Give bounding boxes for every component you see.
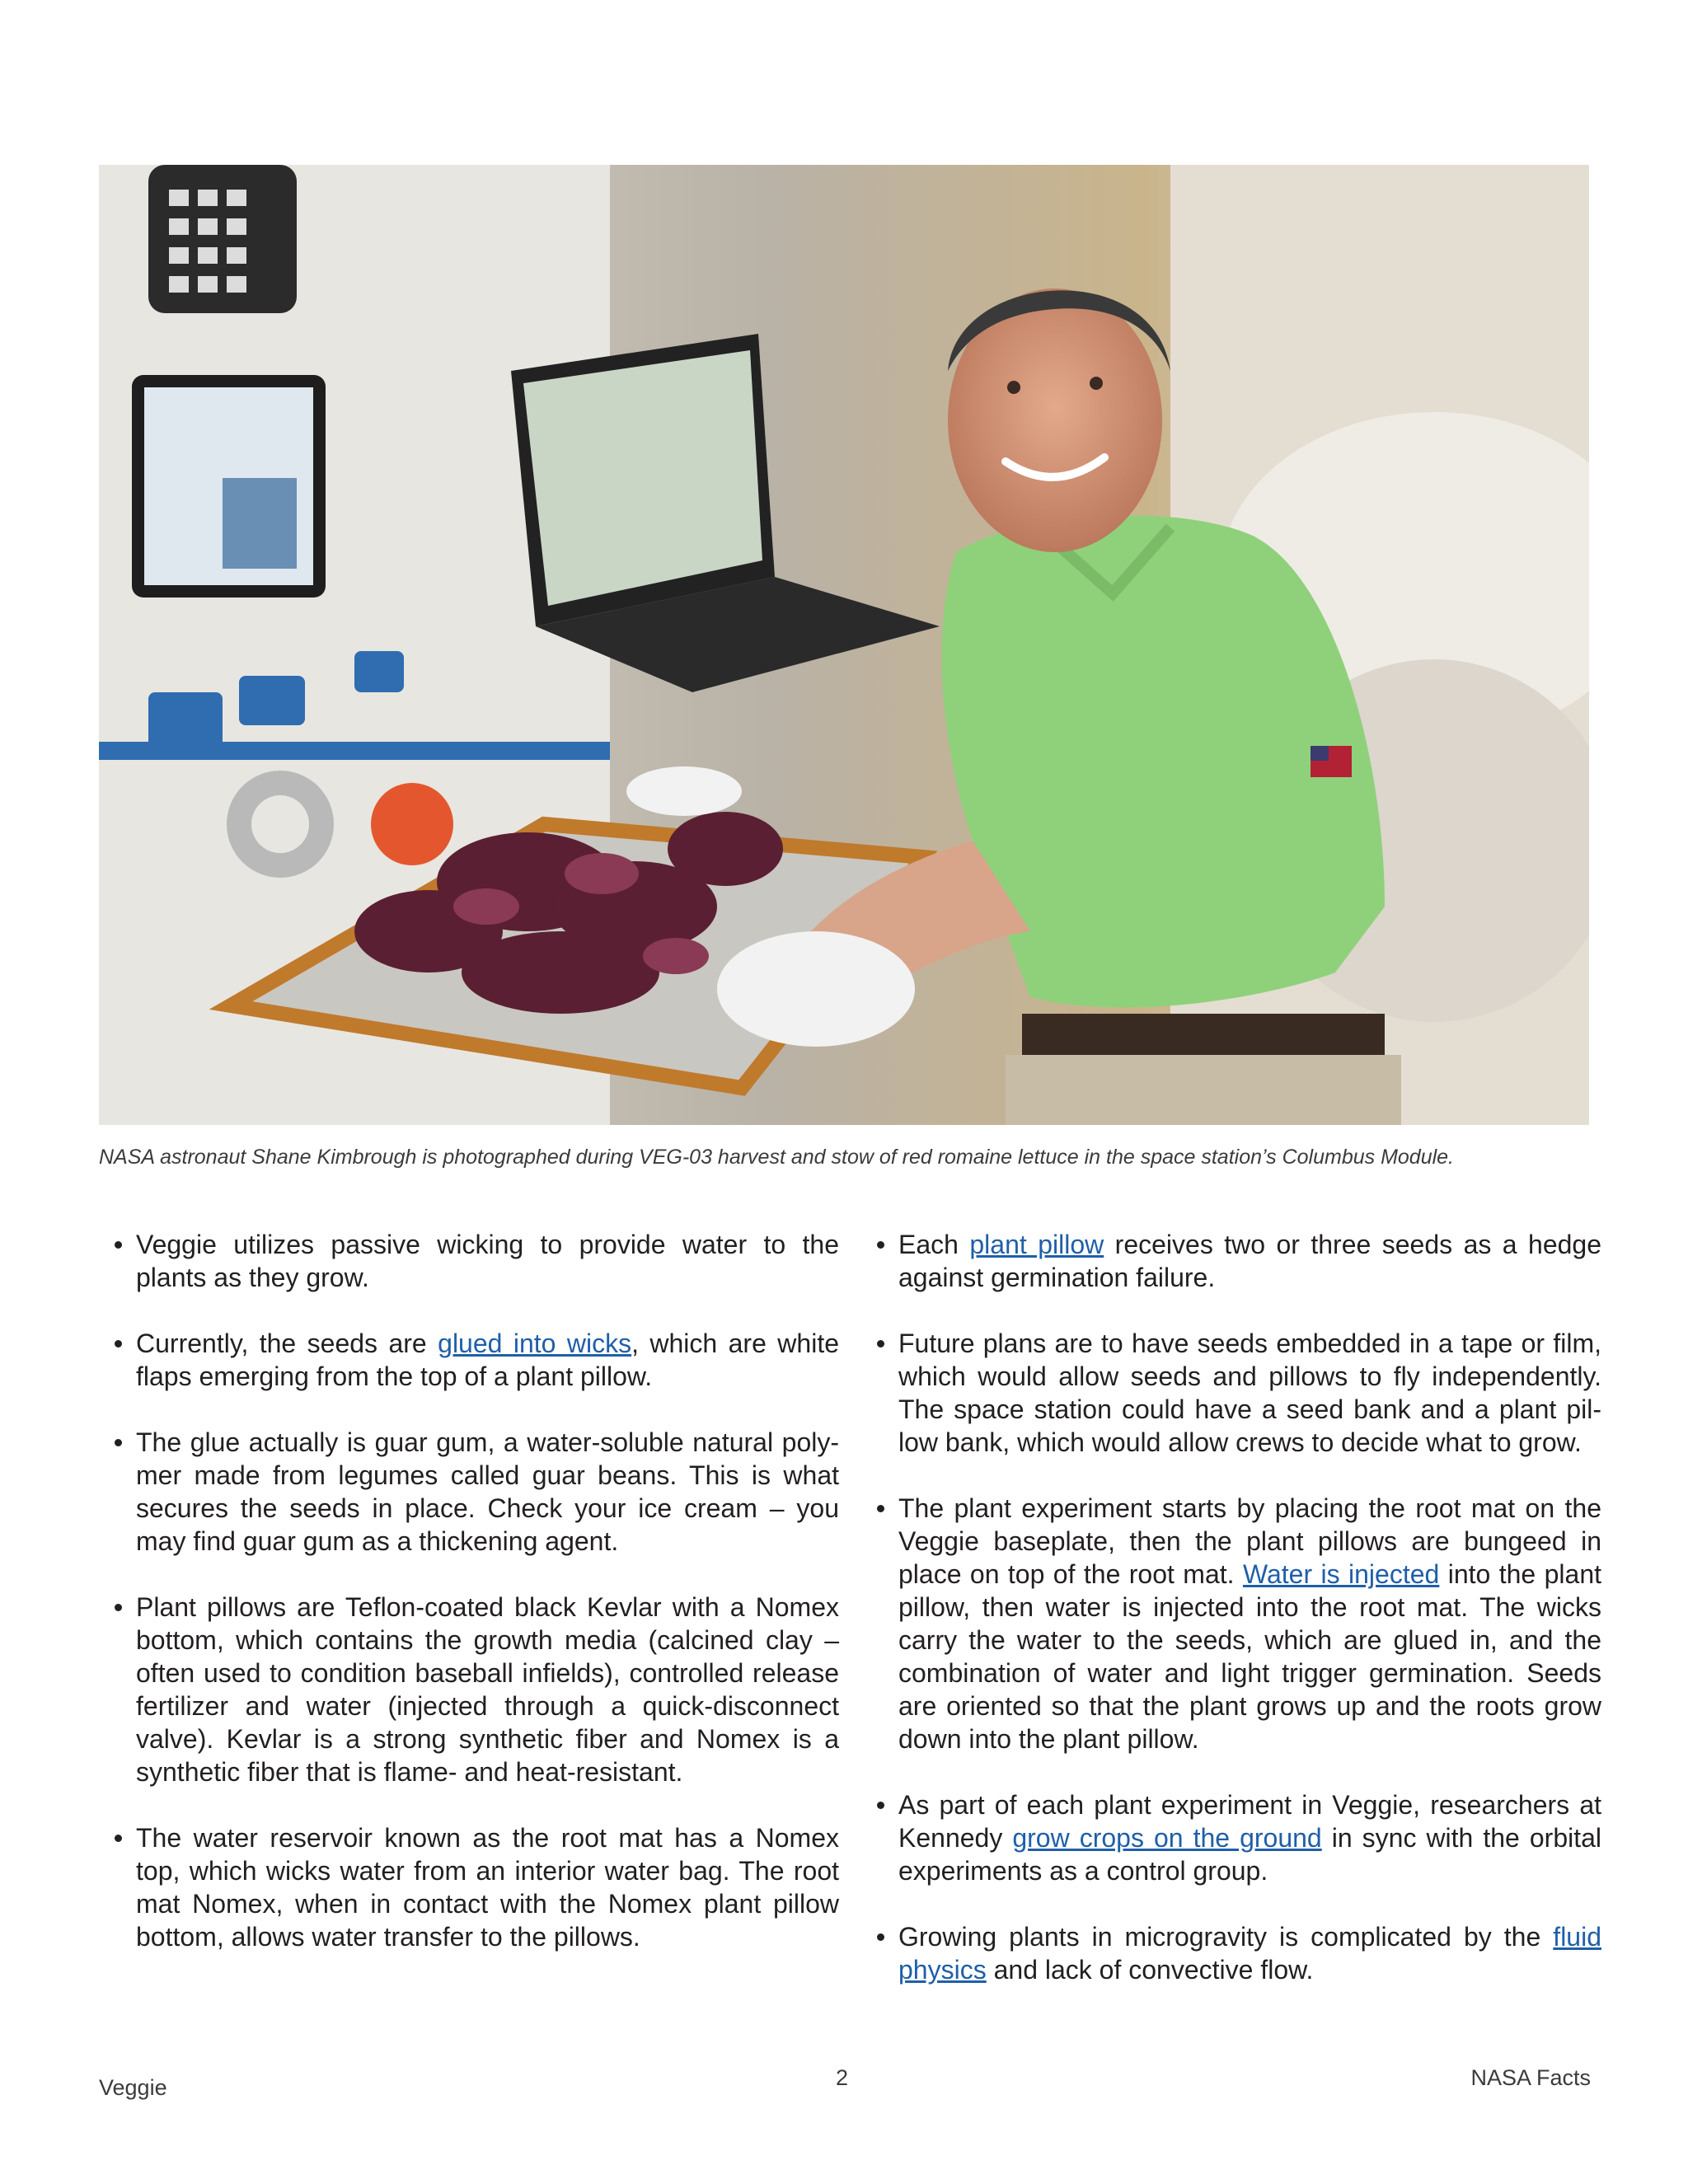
left-column	[110, 1228, 839, 1986]
bullet-item	[110, 1821, 839, 1953]
bullet-text: in sync with the orbital experiments as a control group.	[898, 1823, 1602, 1886]
bullet-text: The water reservoir known as the root mat has a Nomex top, which wicks water from an interior water bag. The root mat Nomex, when in contact with the Nomex plant pillow bottom, allows water transfer to the pillows.	[136, 1823, 839, 1952]
bullet-text: The plant experiment starts by placing the root mat on the Veggie baseplate, then the plant pillows are bungeed in place on top of the root mat.	[898, 1493, 1601, 1589]
bullet-item	[872, 1492, 1601, 1755]
bullet-text: receives two or three seeds as a hedge against germination failure.	[898, 1230, 1602, 1292]
bullet-item	[872, 1920, 1601, 1986]
bullet-item	[110, 1327, 839, 1393]
bullet-text: Plant pillows are Teflon-coated black Kevlar with a Nomex bottom, which contains the growth media (calcined clay – often used to condition baseball infields), controlled release fertilizer and water (injected through a quick-disconnect valve). Kevlar is a strong synthetic fiber and Nomex is a synthetic fiber that is flame- and heat-resistant.	[136, 1592, 839, 1787]
right-bullet-list	[872, 1228, 1601, 1986]
bullet-text: Each	[898, 1230, 970, 1259]
photo-illustration	[99, 165, 1589, 1125]
bullet-text: Currently, the seeds are	[136, 1329, 438, 1358]
photo-caption: NASA astronaut Shane Kimbrough is photographed during VEG-03 harvest and stow of red romaine lettuce in the space station’s Columbus Module.	[99, 1146, 1455, 1169]
right-column	[872, 1228, 1601, 2019]
inline-link[interactable]: fluid physics	[898, 1922, 1601, 1985]
bullet-text: The glue actually is guar gum, a water-soluble natural polymer made from legumes called guar beans. This is what secures the seeds in place. Check your ice cream – you may find guar gum as a thickening agent.	[136, 1427, 839, 1556]
page-number: 2	[836, 2065, 849, 2090]
inline-link[interactable]: grow crops on the ground	[1012, 1823, 1322, 1853]
footer-publication: NASA Facts	[1470, 2065, 1591, 2090]
bullet-item	[110, 1426, 839, 1558]
bullet-item	[872, 1228, 1601, 1294]
astronaut-photo	[99, 165, 1589, 1125]
bullet-item	[872, 1788, 1601, 1887]
inline-link[interactable]: Water is injected	[1242, 1559, 1440, 1589]
footer-title: Veggie	[99, 2075, 167, 2100]
bullet-item	[872, 1327, 1601, 1459]
inline-link[interactable]: glued into wicks	[438, 1329, 632, 1358]
bullet-text: Veggie utilizes passive wicking to provide water to the plants as they grow.	[136, 1230, 839, 1292]
bullet-text: , which are white flaps emerging from the top of a plant pillow.	[136, 1329, 840, 1391]
inline-link[interactable]: plant pillow	[969, 1230, 1104, 1259]
left-bullet-list	[110, 1228, 839, 1953]
bullet-text: Growing plants in microgravity is complicated by the	[898, 1922, 1554, 1952]
bullet-text: and lack of convective flow.	[986, 1955, 1314, 1985]
bullet-item	[110, 1228, 839, 1294]
bullet-text: into the plant pillow, then water is injected into the root mat. The wicks carry the water to the seeds, which are glued in, and the combination of water and light trigger germination. Seeds are oriented so that the plant grows up and the roots grow down into the plant pillow.	[898, 1559, 1602, 1754]
bullet-text: Future plans are to have seeds embedded in a tape or film, which would allow seeds and pillows to fly independently. The space station could have a seed bank and a plant pillow bank, which would allow crews to decide what to grow.	[898, 1329, 1601, 1457]
bullet-item	[110, 1591, 839, 1788]
bullet-text: As part of each plant experiment in Veggie, researchers at Kennedy	[898, 1790, 1601, 1853]
